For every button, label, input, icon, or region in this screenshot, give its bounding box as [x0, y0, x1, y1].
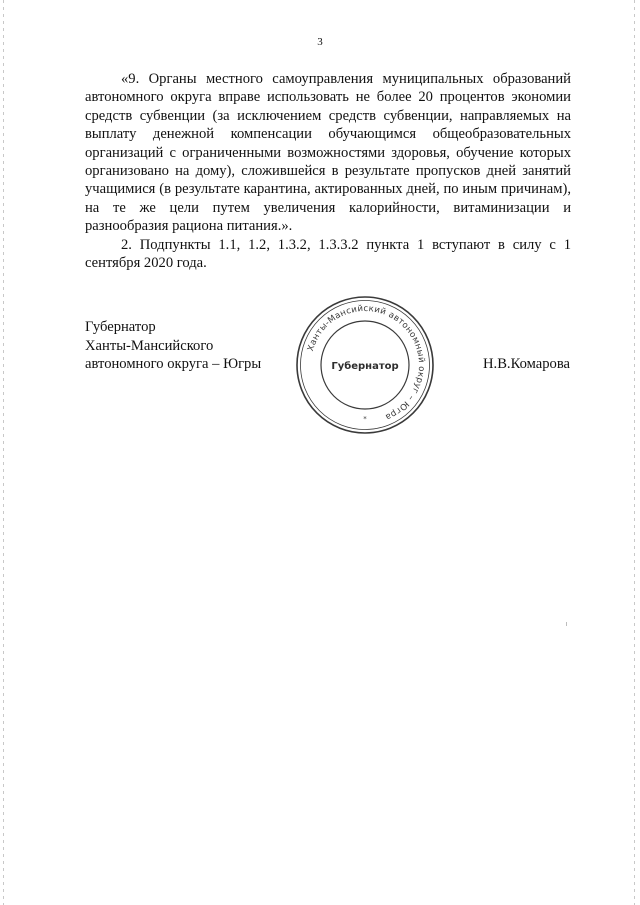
signer-name: Н.В.Комарова — [483, 356, 570, 372]
seal-star: * — [363, 415, 367, 423]
right-edge-scan-line — [634, 0, 635, 905]
signer-title-line-1: Губернатор — [85, 319, 156, 335]
paragraph-9: «9. Органы местного самоуправления муниципальных образований автономного округа вправе использовать не более 20 процентов экономии средств субвенции (за исключением средств субвенции, направляемых на выплату денежной компенсации обучающимся общеобразовательных организаций с ограниченными возможностями здоровья, обучение которых организовано на дому), сложившейся в результате пропусков дней занятий учащимися (в результате карантина, актированных дней, по иным причинам), на те же цели путем увеличения калорийности, витаминизации и разнообразия рациона питания.». — [85, 71, 571, 235]
left-edge-scan-line — [3, 0, 4, 905]
signer-title — [85, 318, 261, 374]
page-number: 3 — [317, 36, 323, 48]
paragraph-2: 2. Подпункты 1.1, 1.2, 1.3.2, 1.3.3.2 пункта 1 вступают в силу с 1 сентября 2020 года. — [85, 236, 571, 272]
seal-center-text: Губернатор — [331, 361, 399, 372]
document-body — [85, 70, 571, 272]
signer-title-line-3: автономного округа – Югры — [85, 356, 262, 373]
signer-title-line-2: Ханты-Мансийского — [85, 337, 214, 354]
official-seal — [294, 294, 436, 436]
scan-speck — [566, 622, 567, 626]
seal-ring-text: Ханты-Мансийский автономный округ – Югра — [305, 303, 427, 422]
